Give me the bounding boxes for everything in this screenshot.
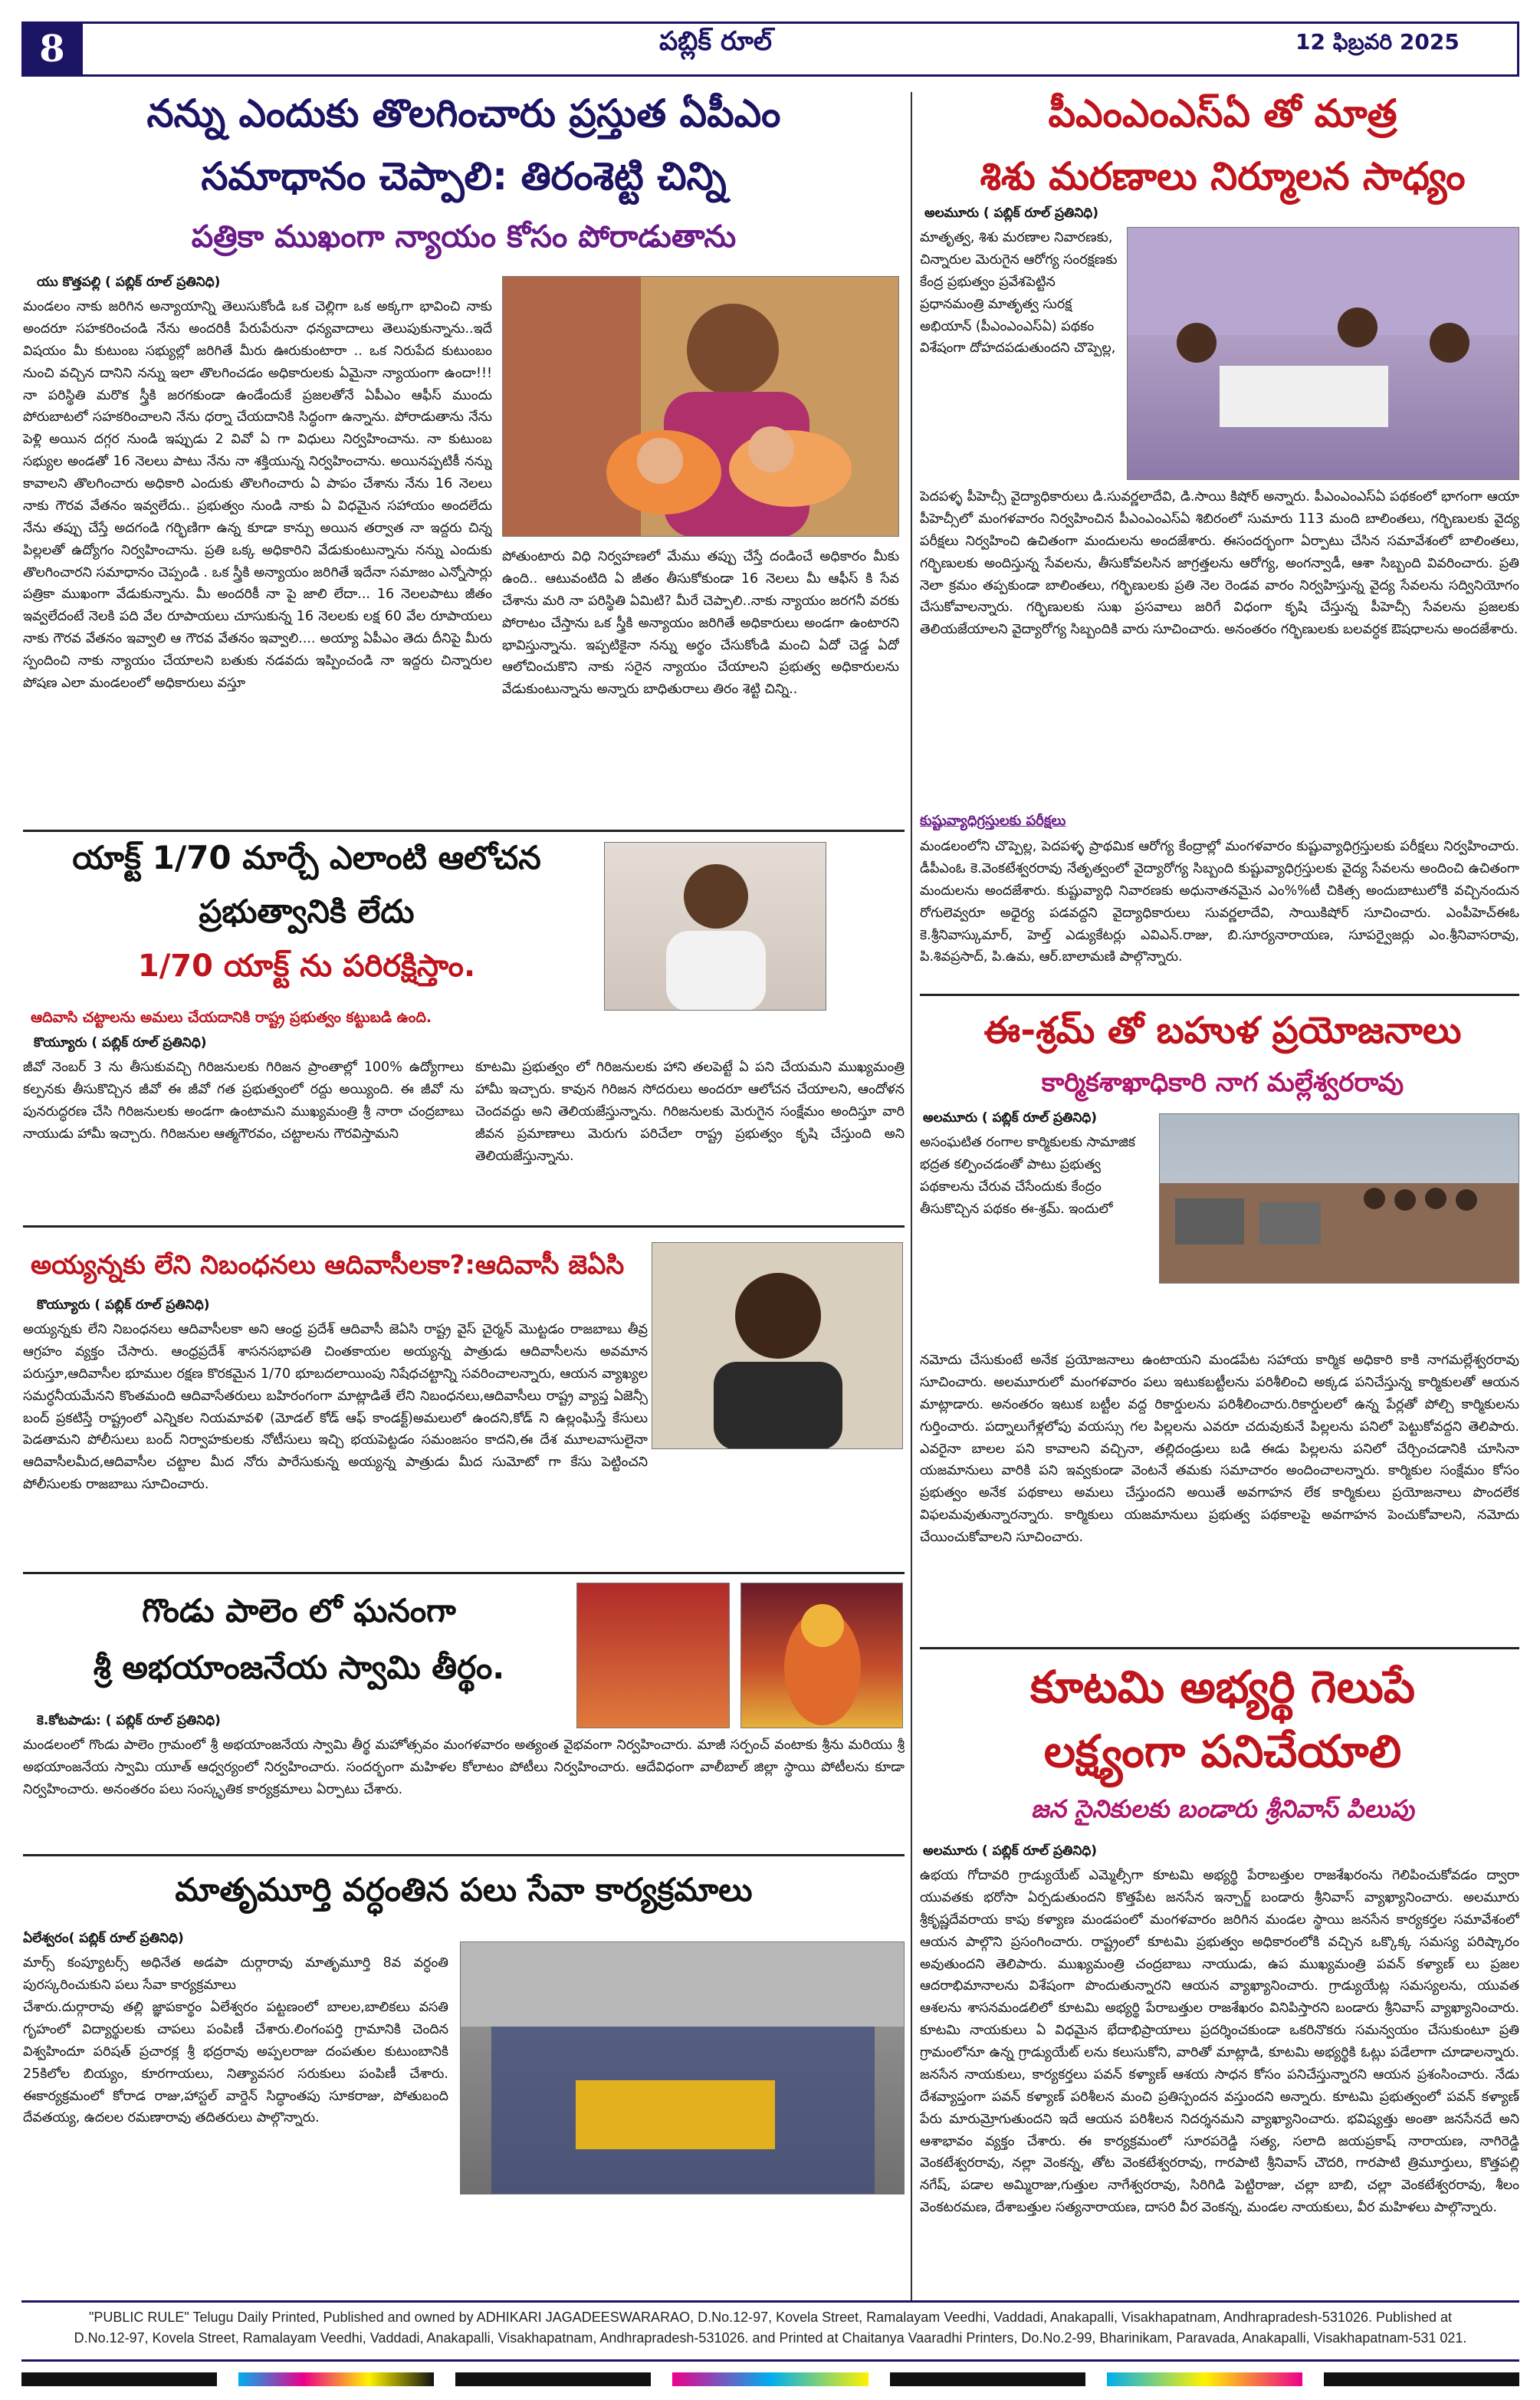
article7-body-narrow: అసంఘటిత రంగాల కార్మికులకు సామాజిక భద్రత కల్పించడంతో పాటు ప్రభుత్వ పథకాలను చేరువ చేసేందుకు కేంద్రం తీసుకొచ్చిన పథకం ఈ-శ్రమ్. ఇందులో bbox=[920, 1135, 1136, 1217]
article5-headline-line1: గొండు పాలెం లో ఘనంగా bbox=[142, 1592, 456, 1629]
article3-dateline: కొయ్యూరు ( పబ్లిక్ రూల్ ప్రతినిధి) bbox=[34, 1035, 207, 1050]
article4-headline: అయ్యన్నకు లేని నిబంధనలు ఆదివాసీలకా?:ఆదివాసీ జెఏసి bbox=[31, 1250, 625, 1281]
article2-body-wide: పెదపళ్ళ పీహెచ్సీ వైద్యాధికారులు డి.సువర్ణలాదేవి, డి.సాయి కిషోర్ అన్నారు. పీఎంఎంఎస్ఏ పథకంలో భాగంగా ఆయా పీహెచ్సీలో మంగళవారం నిర్వహించిన పీఎంఎంఎస్ఏ శిబిరంలో సుమారు 113 మంది బాలింతలు, గర్భిణులకు వైద్య పరీక్షలు నిర్వహించి ఉచితంగా మందులను అందజేశారు. ఈసందర్భంగా ఏర్పాటు చేసిన సమావేశంలో బాలింతలు, గర్భిణులకు అందిస్తున్న సేవలను, తీసుకోవలసిన జాగ్రత్తలను ఆరోగ్య, అంగన్వాడీ, ఆశా సిబ్బంది వివరించారు. ప్రతి నెలా క్రమం తప్పకుండా బాలింతలు, గర్భిణులకు ప్రతి నెల రెండవ వారం నిర్వహిస్తున్న వైద్య సేవలను సద్వినియోగం చేసుకోవాలన్నారు. గర్భిణులకు సుఖ ప్రసవాలు జరిగే విధంగా కృషి చేస్తున్న పీహెచ్సీ సేవలను ప్రజలకు తెలియజేయాలని వైద్యారోగ్య సిబ్బందికి వారు సూచించారు. అనంతరం గర్భిణులకు బలవర్ధక ఔషధాలను అందజేశారు. bbox=[920, 489, 1519, 638]
article2-subhead2: కుష్టువ్యాధిగ్రస్తులకు పరీక్షలు bbox=[920, 813, 1066, 829]
article3-body-left: జీవో నెంబర్ 3 ను తీసుకువచ్చి గిరిజనులకు గిరిజన ప్రాంతాల్లో 100% ఉద్యోగాలు కల్పనకు తీసుకొచ్చిన జీవో ఈ జీవో గత ప్రభుత్వంలో రద్దు అయ్యింది. ఈ జీవో ను పునరుద్ధరణ చేసి గిరిజనులకు అండగా ఉంటామని ముఖ్యమంత్రి శ్రీ నారా చంద్రబాబు నాయుడు హామీ ఇచ్చారు. గిరిజనుల ఆత్మగౌరవం, చట్టాలను గౌరవిస్తామని bbox=[23, 1060, 464, 1142]
article1-body-left: మండలం నాకు జరిగిన అన్యాయాన్ని తెలుసుకోండి ఒక చెల్లిగా ఒక అక్కగా భావించి నాకు అందరూ సహకరించండి నేను అందరికీ పేరుపేరునా ధన్యవాదాలు తెలుపుకున్నాను..ఇదే విషయం మీ కుటుంబ సభ్యుల్లో జరిగితే మీరు ఊరుకుంటారా .. ఒక నిరుపేద కుటుంబం నుంచి వచ్చిన దానిని నన్ను ఇలా తొలగించడం అధికారులకు ఏమైనా న్యాయంగా ఉందా!!! నా పరిస్థితి మరొక స్త్రీకి జరగకుండా ఉండేందుకే ప్రజలతోనే ఏపీఎం ఆఫీస్ ముందు పోరుబాటలో సహకరించాలని నేను ధర్నా చేయదానికి సిద్ధంగా ఉన్నాను. పోరాడుతాను నేను పెళ్లి అయిన దగ్గర నుండి ఇప్పుడు 2 వివో ఏ గా విధులు నిర్వహించాను. నా కుటుంబ సభ్యుల అండతో 16 నెలలు పాటు నేను నా శక్తియున్న నిర్వహించాను. అయినప్పటికీ నన్ను కావాలని తొలగించారు అధికారి ఎందుకు తొలగించారు ఏ పాపం చేశాను నేను 16 నెలలు నాకు గౌరవ వేతనం ఇవ్వలేదు.. ప్రభుత్వం నుండి నాకు ఏ విధమైన సహాయం అందలేదు నేను తప్పు చేస్తే అదగండి గర్భిణిగా ఉన్న కూడా కాన్పు అయిన తర్వాత నా ఇద్దరు చిన్న పిల్లలతో ఉద్యోగం నిర్వహించాను. ప్రతి ఒక్క అధికారిని వేడుకుంటున్నాను నన్ను ఎందుకు తొలగించారని సమాధానం చెప్పండి . ఒక స్త్రీకి అన్యాయం జరిగితే ఇదేనా సమాజం ఎన్నోసార్లు పత్రికా ముఖంగా వేడుకున్నాను. మీ అందరికీ నా పై జాలి లేదా... 16 నెలలపాటు జీతం ఇవ్వలేదంటే నెలకి పది వేల రూపాయలు చూసుకున్న 16 నెలలకు లక్ష 60 వేల రూపాయలు నాకు గౌరవ వేతనం ఇవ్వాలి ఆ గౌరవ వేతనం ఇవ్వాలి.... అయ్యా ఏపీఎం తెదు దీనిపై మీరు స్పందించి నాకు న్యాయం చేయాలని బతుకు నడవదు ఇప్పించండి నా ఇద్దరు చిన్నారుల పోషణ ఎలా మండలంలో అధికారులు వస్తూ bbox=[23, 299, 492, 691]
article2-headline-line2: శిశు మరణాలు నిర్మూలన సాధ్యం bbox=[980, 154, 1466, 199]
article3-headline-line3: 1/70 యాక్ట్ ను పరిరక్షిస్తాం. bbox=[137, 948, 476, 984]
black-bar bbox=[21, 2372, 217, 2386]
article6-body-top: మార్స్ కంప్యూటర్స్ అధినేత అడపా దుర్గారావు మాతృమూర్తి 8వ వర్ధంతి పురస్కరించుకుని పలు సేవా కార్యక్రమాలు bbox=[23, 1955, 448, 1993]
paper-name: పబ్లిక్ రూల్ bbox=[659, 26, 772, 57]
article1-dateline: యు కొత్తపల్లి ( పబ్లిక్ రూల్ ప్రతినిధి) bbox=[37, 275, 221, 290]
color-registration-bars bbox=[21, 2372, 1519, 2386]
article3-subhead: ఆదివాసి చట్టాలను అమలు చేయదానికి రాష్ట్ర ప్రభుత్వం కట్టుబడి ఉంది. bbox=[31, 1009, 432, 1026]
article8-headline-line2: లక్ష్యంగా పనిచేయాలి bbox=[1043, 1725, 1402, 1777]
black-bar bbox=[455, 2372, 651, 2386]
mother-children-illustration bbox=[503, 277, 899, 537]
mother-children-photo bbox=[502, 276, 899, 537]
article2-body-narrow: మాతృత్వ, శిశు మరణాల నివారణకు, చిన్నారుల మెరుగైన ఆరోగ్య సంరక్షణకు కేంద్ర ప్రభుత్వం ప్రవేశపెట్టిన ప్రధానమంత్రి మాతృత్వ సురక్ష అభియాన్ (పీఎంఎంఎస్ఏ) పథకం విశేషంగా దోహదపడుతుందని చొప్పెల్ల, bbox=[920, 230, 1118, 357]
article4-body: అయ్యన్నకు లేని నిబంధనలు ఆదివాసీలకా అని ఆంధ్ర ప్రదేశ్ ఆదివాసీ జెఏసి రాష్ట్ర వైస్ చైర్మన్ మొట్టడం రాజబాబు తీవ్ర ఆగ్రహం వ్యక్తం చేసారు. ఆంధ్రప్రదేశ్ శాసనసభాపతి చింతకాయల అయ్యన్న పాత్రుడు ఆదివాసీలను అవమాన పరుస్తూ,ఆదివాసీల భూముల రక్షణ కొరకమైన 1/70 భూబదలాయింపు నిషేధచట్టాన్ని సవరించాలన్నారు, ఆయన వ్యాఖ్యల సమర్ధనీయమేనని కొంతమంది ఆదివాసేతరులు బహిరంగంగా మాట్లాడితే లేని నిబంధనలు,ఆదివాసీలు రాష్ట్ర వ్యాప్త ఏజెన్సీ బంద్ ప్రకటిస్తే రాష్ట్రంలో ఎన్నికల నియమావళి (మోడల్ కోడ్ ఆఫ్ కాండక్ట్)అమలులో ఉందని,కోడ్ ని ఉల్లంఘిస్తే కేసులు పెడతామని పోలీసులు బంద్ నిర్వాహకులకు నోటీసులు ఇచ్చి భయపెట్టడం సమంజసం కాదని,ఈ దేశ మూలవాసులైనా ఆదివాసీలమీద,ఆదివాసీల చట్టాల మీద నోరు పారేసుకున్న అయ్యన్న పాత్రుడు మీద సుమోటో గా కేసు పెట్టించని పోలీసులకు రాజబాబు సూచించారు. bbox=[23, 1322, 648, 1493]
article7-subhead: కార్మికశాఖాధికారి నాగ మల్లేశ్వరరావు bbox=[1041, 1067, 1404, 1098]
temple-procession-photo bbox=[576, 1583, 730, 1728]
black-bar bbox=[890, 2372, 1085, 2386]
article5-body: మండలంలో గొండు పాలెం గ్రామంలో శ్రీ అభయాంజనేయ స్వామి తీర్థ మహోత్సవం మంగళవారం అత్యంత వైభవంగా నిర్వహించారు. మాజీ సర్పంచ్ వంటాకు శ్రీను మరియు శ్రీ అభయాంజనేయ స్వామి యూత్ ఆధ్వర్యంలో నిర్వహించారు. సందర్భంగా మహిళల కోలాటం పోటీలు నిర్వహించారు. ఆదేవిధంగా వాలీబాల్ జిల్లా స్థాయి పోటీలను కూడా నిర్వహించారు. అనంతరం పలు సంస్కృతిక కార్యక్రమాలు ఏర్పాటు చేశారు. bbox=[23, 1738, 905, 1797]
divider bbox=[23, 1572, 905, 1574]
article8-dateline: అలమూరు ( పబ్లిక్ రూల్ ప్రతినిధి) bbox=[923, 1843, 1098, 1859]
official-photo bbox=[604, 842, 826, 1011]
article1-headline-line2: సమాధానం చెప్పాలి: తిరంశెట్టి చిన్ని bbox=[201, 154, 727, 199]
article8-subhead: జన సైనికులకు బండారు శ్రీనివాస్ పిలుపు bbox=[1030, 1794, 1415, 1823]
divider bbox=[920, 994, 1519, 996]
article2-dateline: అలమూరు ( పబ్లిక్ రూల్ ప్రతినిధి) bbox=[924, 205, 1099, 221]
page-number: 8 bbox=[21, 21, 83, 77]
article3-headline-line1: యాక్ట్ 1/70 మార్చే ఎలాంటి ఆలోచన bbox=[72, 839, 541, 876]
clinic-photo bbox=[1127, 227, 1519, 480]
article6-headline: మాతృమూర్తి వర్ధంతిన పలు సేవా కార్యక్రమాలు bbox=[175, 1871, 753, 1908]
imprint-footer bbox=[21, 2300, 1519, 2362]
idol-illustration bbox=[741, 1583, 903, 1728]
clinic-illustration bbox=[1128, 228, 1519, 480]
article8-headline-line1: కూటమి అభ్యర్థి గెలుపే bbox=[1029, 1661, 1415, 1713]
article8-body: ఉభయ గోదావరి గ్రాడ్యుయేట్ ఎమ్మెల్సీగా కూటమి అభ్యర్థి పేరాబత్తుల రాజశేఖరంను గెలిపించుకోవడం ద్వారా యువతకు భరోసా ఏర్పడుతుందని కొత్తపేట జనసేన ఇన్చార్జ్ బండారు శ్రీనివాస్ వ్యాఖ్యానించారు. అలమూరు శ్రీకృష్ణదేవరాయ కాపు కళ్యాణ మండపంలో మంగళవారం జరిగిన మండల స్థాయి జనసేన కార్యకర్తల సమావేశంలో ఆయన పాల్గొని ప్రసంగించారు. రాష్ట్రంలో కూటమి ప్రభుత్వం అధికారంలోకి వచ్చిన ఒక్కొక్క సమస్య పరిష్కారం అవుతుందని తెలిపారు. ముఖ్యమంత్రి చంద్రబాబు నాయుడు, ఉప ముఖ్యమంత్రి పవన్ కళ్యాణ్ లు ప్రజల ఆదరాభిమానాలను విశేషంగా పొందుతున్నారని ఆయన వ్యాఖ్యానించారు. గ్రాడ్యుయేట్ల సమస్యలను, యువత ఆశలను శాసనమండలిలో కూటమి అభ్యర్థి పేరాబత్తుల రాజశేఖరం వినిపిస్తారని బండారు శ్రీనివాస్ వ్యాఖ్యానించారు. కూటమి నాయకులు ఏ విధమైన భేదాభిప్రాయాలు ప్రదర్శించకుండా ఒకరినొకరు సమన్వయం చేసుకుంటూ ప్రతి గ్రామంలోనూ ఉన్న గ్రాడ్యుయేట్ లను కలుసుకోని, వారితో మాట్లాడి, కూటమి అభ్యర్థికి ఓట్లు పడేలాగా చూడాలన్నారు. జనసేన నాయకులు, కార్యకర్తలు పవన్ కళ్యాణ్ ఆశయ సాధన కోసం పనిచేస్తున్నారని ఆయన ప్రశంసించారు. నేడు దేశవ్యాప్తంగా పవన్ కళ్యాణ్ పరిశీలన మంచి ప్రతిస్పందన వస్తుందని అన్నారు. కూటమి ప్రభుత్వంలో పవన్ కళ్యాణ్ పేరు మారుమ్రోగుతుందని ఇదే ఆయన పరిశీలన నిదర్శనమని వ్యాఖ్యానించారు. భవిష్యత్తు అంతా జనసేనదే అని ఆశాభావం వ్యక్తం చేశారు. ఈ కార్యక్రమంలో సూరపరెడ్డి సత్య, సలాది జయప్రకాష్ నారాయణ, నాగిరెడ్డి వెంకటేశ్వరరావు, నల్లా వెంకన్న, తోట వెంకటేశ్వరరావు, గారపాటి శ్రీనివాస్ చౌదరి, గారపాటి త్రిమూర్తులు, కొత్తపల్లి నగేష్, పడాల అమ్మిరాజు,గుత్తుల నాగేశ్వరరావు, సిరిగిడి పెట్టిరాజు, చల్లా బాబి, చల్లా వెంకటేశ్వరరావు, శీలం వెంకటరమణ, దేశాబత్తుల సత్యనారాయణ, దాసరి వీర వెంకన్న, మండల నాయకులు, వీర మహిళలు పాల్గొన్నారు. bbox=[920, 1868, 1519, 2216]
article6-body: చేశారు.దుర్గారావు తల్లి జ్ఞాపకార్థం ఏలేశ్వరం పట్టణంలో బాలల,బాలికలు వసతి గృహంలో విద్యార్థులకు చాపలు పంపిణీ చేశారు.లింగంపర్తి గ్రామానికి చెందిన విశ్వహిందూ పరిషత్ ప్రచారక్ల శ్రీ భద్రరావు అప్పలరాజు దంపతుల కుటుంబానికి 25కిలోల బియ్యం, కూరగాయలు, నిత్యావసర సరుకులు పంపిణీ చేశారు. ఈకార్యక్రమంలో కోరాడ రాజు,హాస్టల్ వార్డెన్ సిద్ధాంతపు సూకరాజు, పోతుబంది దేవతయ్య, ఉదలల రమణారావు తదితరులు పాల్గొన్నారు. bbox=[23, 2000, 448, 2126]
issue-date: 12 ఫిబ్రవరి 2025 bbox=[1295, 29, 1460, 54]
imprint-line1: "PUBLIC RULE" Telugu Daily Printed, Published and owned by ADHIKARI JAGADEESWARARAO, D.No.12-97, Kovela Street, Ramalayam Veedhi, Vaddadi, Anakapalli, Visakhapatnam, Andhrapradesh-531026. Published at bbox=[88, 2310, 1453, 2325]
column-divider bbox=[911, 92, 912, 2300]
divider bbox=[23, 830, 905, 832]
group-illustration bbox=[461, 1942, 905, 2195]
article1-subhead: పత్రికా ముఖంగా న్యాయం కోసం పోరాడుతాను bbox=[191, 219, 737, 255]
article1-headline-line1: నన్ను ఎందుకు తొలగించారు ప్రస్తుత ఏపీఎం bbox=[146, 91, 781, 136]
black-bar bbox=[1324, 2372, 1519, 2386]
divider bbox=[920, 1647, 1519, 1649]
divider bbox=[23, 1225, 905, 1228]
brick-kiln-photo bbox=[1159, 1113, 1519, 1284]
cmyk-bar bbox=[1107, 2372, 1302, 2386]
article3-body-right: కూటమి ప్రభుత్వం లో గిరిజనులకు హాని తలపెట్టే ఏ పని చేయమని ముఖ్యమంత్రి హామీ ఇచ్చారు. కావున గిరిజన సోదరులు అందరూ ఆలోచన చేయాలని, ఆందోళన చెందవద్దు అని తెలియజేస్తున్నాను. గిరిజనులకు మెరుగైన సంక్షేమం అందిస్తూ వారి జీవన ప్రమాణాలు మెరుగు పరిచేలా రాష్ట్ర ప్రభుత్వం కృషి చేస్తుంది అని తెలియజేస్తున్నాను. bbox=[475, 1060, 905, 1164]
article7-body: నమోదు చేసుకుంటే అనేక ప్రయోజనాలు ఉంటాయని మండపేట సహాయ కార్మిక అధికారి కాకి నాగమల్లేశ్వరరావు సూచించారు. అలమూరులో మంగళవారం పలు ఇటుకబట్టీలను పరిశీలించి అక్కడ పనిచేస్తున్న కార్మికులతో ఆయన మాట్లాడారు. అనంతరం ఇటుక బట్టీల వద్ద రికార్డులను పరిశీలించారు.రికార్డులలో ఉన్న పేర్లతో పోల్చి కార్మికులను గుర్తించారు. పద్నాలుగేళ్లలోపు వయస్సు గల పిల్లలను ఎవరూ చదువుకునే పిల్లలను పనిలో పెట్టుకోవద్దని తెలిపారు. ఎవరైనా బాలల పని కావాలని వచ్చినా, తల్లిదండ్రులు బడి ఈడు పిల్లలను పనిలో చేర్చించడానికి చూసినా యజమానులు వారికి పని ఇవ్వకుండా వెంటనే తమకు సమాచారం అందించాలన్నారు. కార్మికుల సంక్షేమం కోసం ప్రభుత్వం అనేక పథకాలు అమలు చేస్తుందని అయితే అవగాహన లేక కార్మికులు ప్రయోజనాలు పొందలేక విఫలమవుతున్నారన్నారు. కార్మికులు యజమానులు ప్రభుత్వ పథకాలపై అవగాహన పెంచుకోవాలని, నమోదు చేయించుకోవాలని సూచించారు. bbox=[920, 1353, 1519, 1545]
imprint-line2: D.No.12-97, Kovela Street, Ramalayam Veedhi, Vaddadi, Anakapalli, Visakhapatnam, Andhrapradesh-531026. and Printed at Chaitanya Vaaradhi Printers, Do.No.2-99, Bharinikam, Paravada, Anakapalli, Visakhapatnam-531 021. bbox=[74, 2330, 1467, 2346]
cmyk-bar bbox=[672, 2372, 868, 2386]
article4-dateline: కొయ్యూరు ( పబ్లిక్ రూల్ ప్రతినిధి) bbox=[37, 1297, 210, 1313]
person-illustration bbox=[605, 843, 826, 1011]
article7-dateline: అలమూరు ( పబ్లిక్ రూల్ ప్రతినిధి) bbox=[923, 1110, 1098, 1126]
divider bbox=[23, 1854, 905, 1856]
article1-body-right: పోతుంటారు విధి నిర్వహణలో మేము తప్పు చేస్తే దండించే అధికారం మీకు ఉంది.. ఆటువంటిది ఏ జీతం తీసుకోకుండా 16 నెలలు మీ ఆఫీస్ కి సేవ చేశాను మరి నా పరిస్థితి ఏమిటి? మీరే చెప్పాలి..నాకు న్యాయం జరగనీ వరకు పోరాటం చేస్తాను ఒక స్త్రీకి అన్యాయం జరిగితే అధికారులు అండగా ఉంటారని భావిస్తున్నాను. ఇప్పటికైనా నన్ను అర్థం చేసుకోండి మంచి ఏదో చెడ్డ ఏదో ఆలోచించుకొని నాకు సరైన న్యాయం చేయాలని ప్రభుత్వ అధికారులను వేడుకుంటున్నాను అన్నారు బాధితురాలు తిరం శెట్టి చిన్ని.. bbox=[502, 549, 899, 698]
article2-headline-line1: పీఎంఎంఎస్ఏ తో మాత్ర bbox=[1048, 91, 1397, 136]
article3-headline-line2: ప్రభుత్వానికి లేదు bbox=[199, 893, 415, 930]
article6-dateline: ఏలేశ్వరం( పబ్లిక్ రూల్ ప్రతినిధి) bbox=[23, 1931, 184, 1946]
distribution-photo bbox=[460, 1941, 905, 2195]
article2-body2: మండలంలోని చొప్పెల్ల, పెదపళ్ళ ప్రాథమిక ఆరోగ్య కేంద్రాల్లో మంగళవారం కుష్టువ్యాధిగ్రస్తులకు పరీక్షలు నిర్వహించారు. డీపీఎంఓ కె.వెంకటేశ్వరరావు నేతృత్వంలో వైద్యారోగ్య సిబ్బంది కుష్టువ్యాధిగ్రస్తులకు వైద్య సేవలను అందించి ఉచితంగా మందులను అందజేశారు. కుష్టువ్యాధి నివారణకు అధునాతనమైన ఎం%%టీ చికిత్స అందుబాటులోకి వచ్చినందున రోగులెవ్వరూ అధైర్య పడవద్దని వైద్యాధికారులు సువర్ణలాదేవి, సాయికిషోర్ సూచించారు. ఎంపీహెచ్ఈఓ కె.శ్రీనివాస్కుమార్, హెల్త్ ఎడ్యుకేటర్లు ఎవిఎన్.రాజు, బి.సూర్యనారాయణ, సూపర్వైజర్లు ఎం.శ్రీనివాసరావు, పి.శివప్రసాద్, పి.ఉమ, ఆర్.బాలామణి పాల్గొన్నారు. bbox=[920, 839, 1519, 965]
article7-headline: ఈ-శ్రమ్ తో బహుళ ప్రయోజనాలు bbox=[983, 1009, 1462, 1052]
hanuman-idol-photo bbox=[740, 1583, 903, 1728]
article5-headline-line2: శ్రీ అభయాంజనేయ స్వామి తీర్థం. bbox=[93, 1649, 505, 1686]
kiln-illustration bbox=[1160, 1114, 1519, 1284]
article5-dateline: కె.కోటపాడు: ( పబ్లిక్ రూల్ ప్రతినిధి) bbox=[37, 1713, 221, 1728]
cmyk-bar bbox=[238, 2372, 434, 2386]
